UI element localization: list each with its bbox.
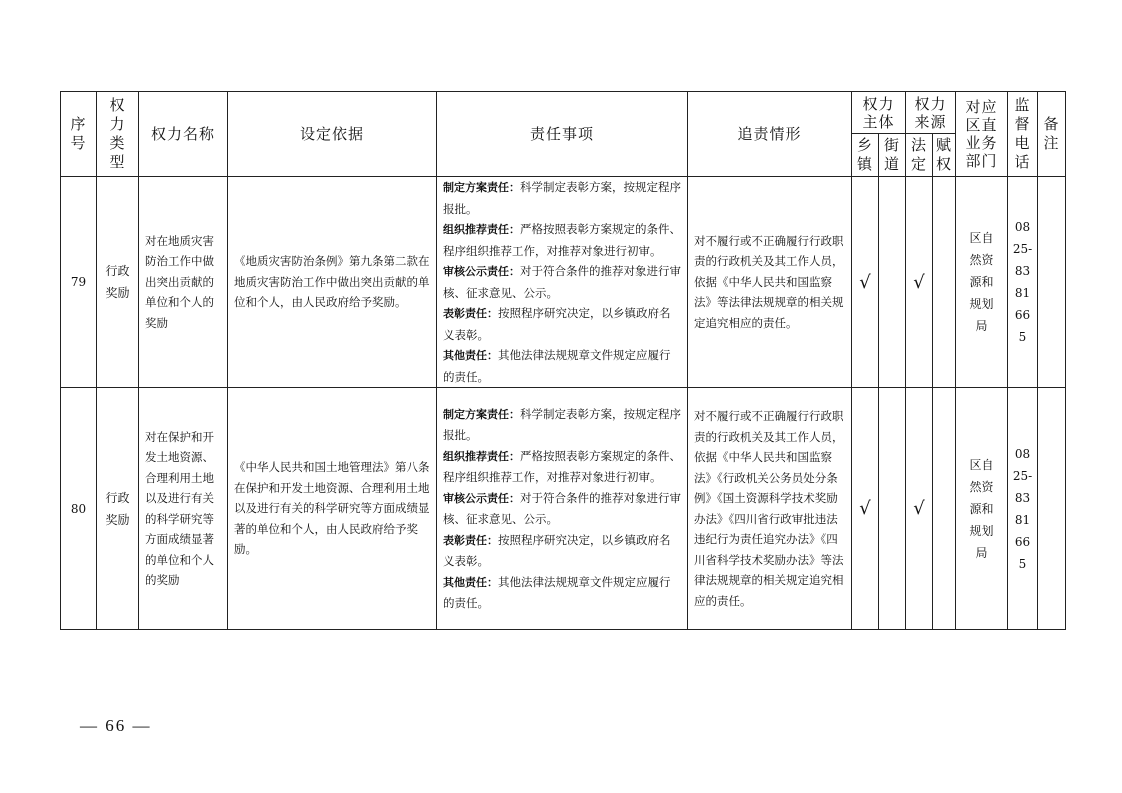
row-basis: 《中华人民共和国土地管理法》第八条 在保护和开发土地资源、合理利用土地以及进行有关的科学研究等方面成绩显著的单位和个人，由人民政府给予奖励。 — [228, 388, 437, 630]
resp-item: 其他责任：其他法律法规规章文件规定应履行的责任。 — [443, 574, 671, 610]
row-power-name: 对在保护和开发土地资源、合理利用土地以及进行有关的科学研究等方面成绩显著的单位和个人的奖励 — [139, 388, 228, 630]
col-dept-header: 对应区直业务部门 — [956, 92, 1008, 177]
resp-item: 审核公示责任：对于符合条件的推荐对象进行审核、征求意见、公示。 — [443, 264, 681, 300]
statutory-check: √ — [906, 388, 933, 630]
row-phone: 0825-8381665 — [1008, 388, 1038, 630]
col-granted-header: 赋权 — [933, 134, 956, 177]
resp-item: 制定方案责任：科学制定表彰方案，按规定程序报批。 — [443, 180, 681, 216]
resp-item: 制定方案责任：科学制定表彰方案，按规定程序报批。 — [443, 406, 681, 442]
town-check: √ — [852, 388, 879, 630]
col-remark-header: 备注 — [1038, 92, 1066, 177]
col-town-header: 乡镇 — [852, 134, 879, 177]
col-street-header: 街道 — [879, 134, 906, 177]
col-responsibility-header: 责任事项 — [437, 92, 688, 177]
col-accountability-header: 追责情形 — [688, 92, 852, 177]
statutory-check: √ — [906, 177, 933, 388]
row-type: 行政奖励 — [97, 177, 139, 388]
col-phone-header: 监督电话 — [1008, 92, 1038, 177]
row-type: 行政奖励 — [97, 388, 139, 630]
row-phone: 0825-8381665 — [1008, 177, 1038, 388]
page-number: — 66 — — [80, 716, 152, 735]
col-name-header: 权力名称 — [139, 92, 228, 177]
row-power-name: 对在地质灾害防治工作中做出突出贡献的单位和个人的奖励 — [139, 177, 228, 388]
row-responsibility — [437, 177, 688, 388]
resp-item: 其他责任：其他法律法规规章文件规定应履行的责任。 — [443, 348, 671, 384]
resp-item: 表彰责任：按照程序研究决定，以乡镇政府名义表彰。 — [443, 306, 671, 342]
granted-check — [933, 388, 956, 630]
resp-item: 组织推荐责任：严格按照表彰方案规定的条件、程序组织推荐工作，对推荐对象进行初审。 — [443, 222, 681, 258]
col-statutory-header: 法定 — [906, 134, 933, 177]
street-check — [879, 388, 906, 630]
town-check: √ — [852, 177, 879, 388]
row-seq: 79 — [61, 177, 97, 388]
col-type-header: 权力类型 — [97, 92, 139, 177]
col-seq-header: 序号 — [61, 92, 97, 177]
header-row — [61, 92, 1066, 134]
granted-check — [933, 177, 956, 388]
col-basis-header: 设定依据 — [228, 92, 437, 177]
resp-item: 表彰责任：按照程序研究决定，以乡镇政府名义表彰。 — [443, 532, 671, 568]
resp-item: 审核公示责任：对于符合条件的推荐对象进行审核、征求意见、公示。 — [443, 490, 681, 526]
row-accountability: 对不履行或不正确履行行政职责的行政机关及其工作人员，依据《中华人民共和国监察法》等法律法规规章的相关规定追究相应的责任。 — [688, 177, 852, 388]
row-basis: 《地质灾害防治条例》第九条第二款在地质灾害防治工作中做出突出贡献的单位和个人，由人民政府给予奖励。 — [228, 177, 437, 388]
row-responsibility — [437, 388, 688, 630]
powers-table — [60, 91, 1066, 630]
col-subject-header: 权力主体 — [852, 92, 906, 134]
row-seq: 80 — [61, 388, 97, 630]
table-row — [61, 388, 1066, 630]
resp-item: 组织推荐责任：严格按照表彰方案规定的条件、程序组织推荐工作，对推荐对象进行初审。 — [443, 448, 681, 484]
col-source-header: 权力来源 — [906, 92, 956, 134]
row-dept: 区自然资源和规划局 — [956, 177, 1008, 388]
row-remark — [1038, 177, 1066, 388]
row-dept: 区自然资源和规划局 — [956, 388, 1008, 630]
row-remark — [1038, 388, 1066, 630]
street-check — [879, 177, 906, 388]
row-accountability: 对不履行或不正确履行行政职责的行政机关及其工作人员，依据《中华人民共和国监察法》《行政机关公务员处分条例》《国土资源科学技术奖励办法》《四川省行政审批违法违纪行为责任追究办法》《四川省科学技术奖励办法》等法律法规规章的相关规定追究相应的责任。 — [688, 388, 852, 630]
table-row — [61, 177, 1066, 388]
